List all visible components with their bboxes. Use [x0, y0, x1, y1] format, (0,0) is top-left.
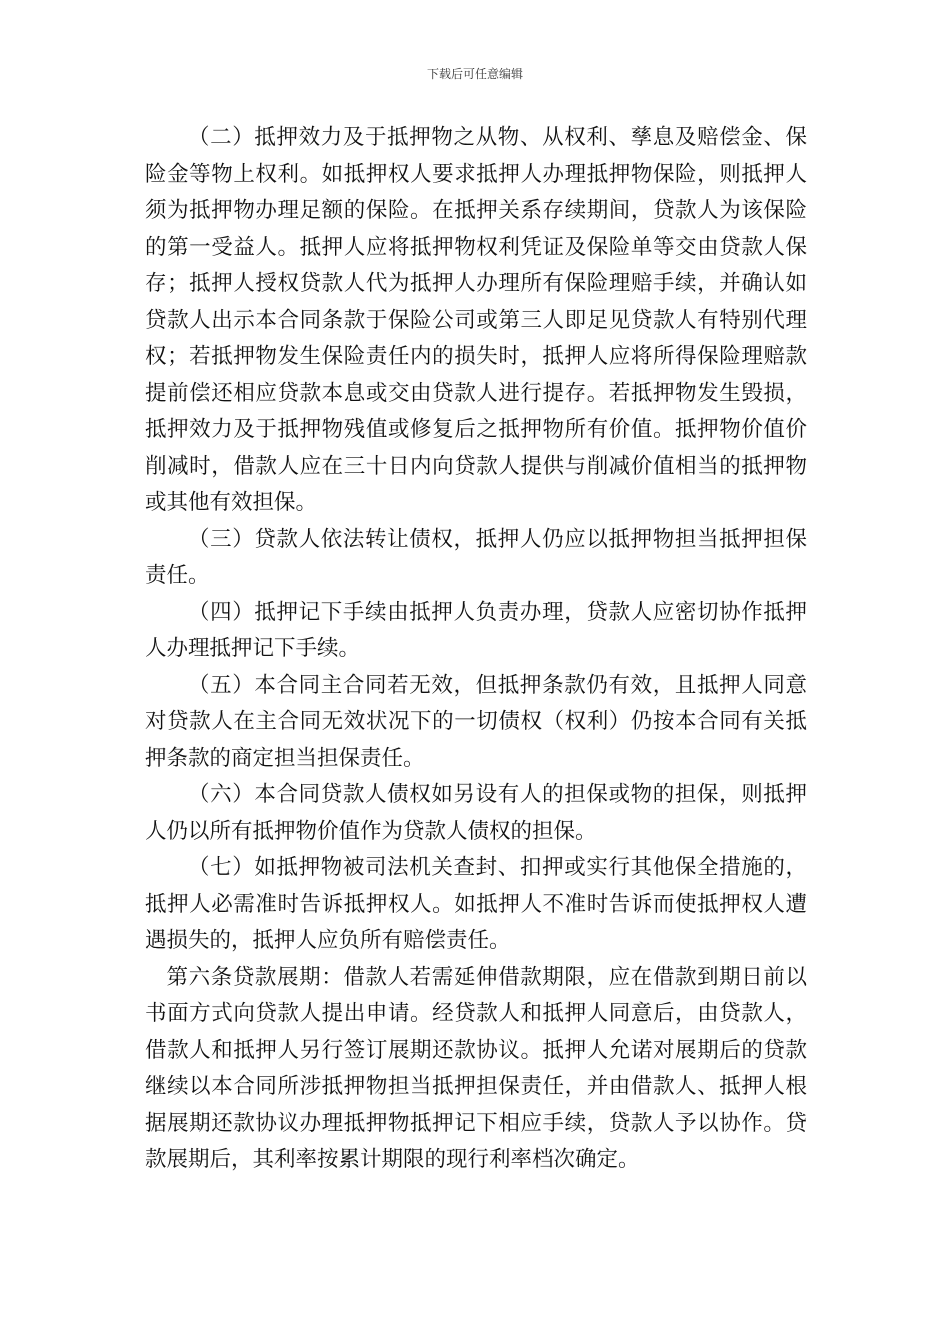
paragraph-clause-3: （三）贷款人依法转让债权，抵押人仍应以抵押物担当抵押担保责任。 [145, 526, 807, 588]
document-body [145, 120, 807, 1179]
paragraph-clause-2: （二）抵押效力及于抵押物之从物、从权利、孳息及赔偿金、保险金等物上权利。如抵押权人要求抵押人办理抵押物保险，则抵押人须为抵押物办理足额的保险。在抵押关系存续期间，贷款人为该保险的第一受益人。抵押人应将抵押物权利凭证及保险单等交由贷款人保存；抵押人授权贷款人代为抵押人办理所有保险理赔手续，并确认如贷款人出示本合同条款于保险公司或第三人即足见贷款人有特别代理权；若抵押物发生保险责任内的损失时，抵押人应将所得保险理赔款提前偿还相应贷款本息或交由贷款人进行提存。若抵押物发生毁损，抵押效力及于抵押物残值或修复后之抵押物所有价值。抵押物价值价削减时，借款人应在三十日内向贷款人提供与削减价值相当的抵押物或其他有效担保。 [145, 125, 807, 515]
paragraph-clause-7: （七）如抵押物被司法机关查封、扣押或实行其他保全措施的，抵押人必需准时告诉抵押权人。如抵押人不准时告诉而使抵押权人遭遇损失的，抵押人应负所有赔偿责任。 [145, 855, 807, 953]
paragraph-clause-5: （五）本合同主合同若无效，但抵押条款仍有效，且抵押人同意对贷款人在主合同无效状况下的一切债权（权利）仍按本合同有关抵押条款的商定担当担保责任。 [145, 672, 807, 771]
paragraph-article-6: 第六条贷款展期：借款人若需延伸借款期限，应在借款到期日前以书面方式向贷款人提出申请。经贷款人和抵押人同意后，由贷款人，借款人和抵押人另行签订展期还款协议。抵押人允诺对展期后的贷款继续以本合同所涉抵押物担当抵押担保责任，并由借款人、抵押人根据展期还款协议办理抵押物抵押记下相应手续，贷款人予以协作。贷款展期后，其利率按累计期限的现行利率档次确定。 [145, 964, 807, 1172]
page-header-note: 下载后可任意编辑 [426, 67, 523, 81]
paragraph-clause-6: （六）本合同贷款人债权如另设有人的担保或物的担保，则抵押人仍以所有抵押物价值作为贷款人债权的担保。 [145, 782, 807, 844]
paragraph-clause-4: （四）抵押记下手续由抵押人负责办理，贷款人应密切协作抵押人办理抵押记下手续。 [145, 599, 807, 661]
